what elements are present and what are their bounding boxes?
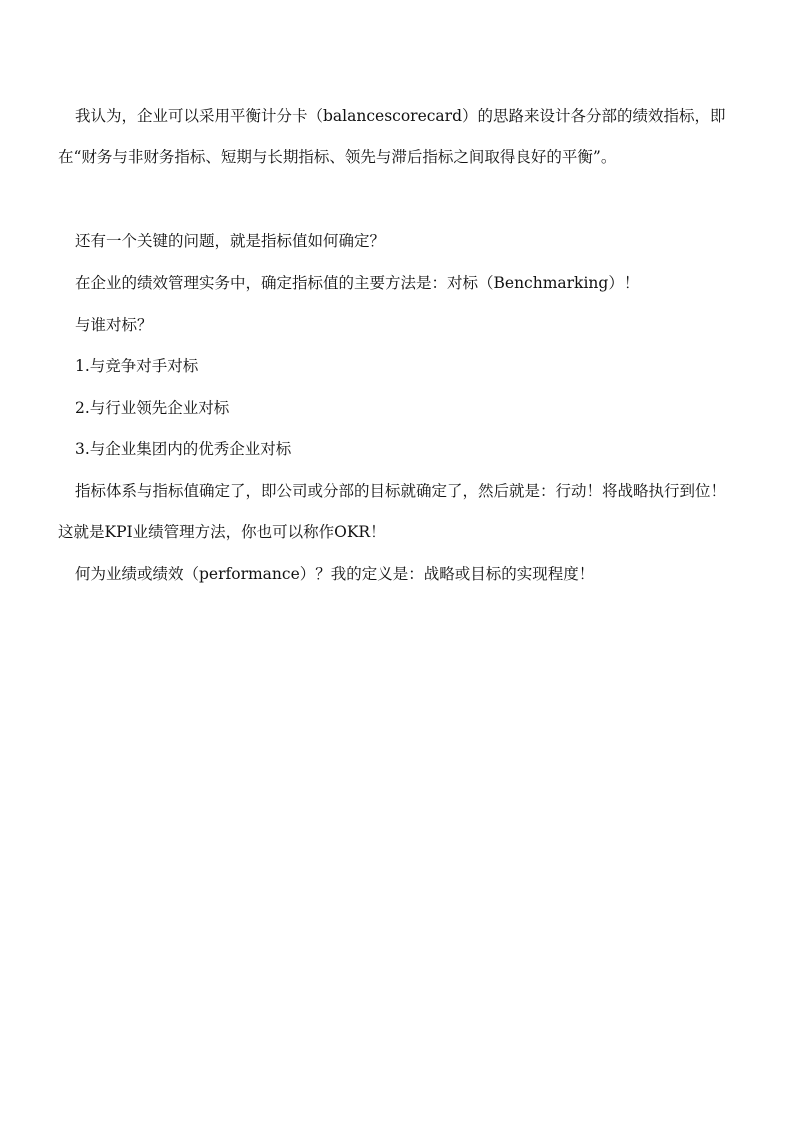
document-page: [58, 0, 736, 1123]
paragraph-benchmark-with-whom: 与谁对标？: [75, 316, 153, 334]
paragraph-key-question: 还有一个关键的问题，就是指标值如何确定？: [75, 232, 386, 250]
paragraph-benchmarking-method: 在企业的绩效管理实务中，确定指标值的主要方法是：对标（Benchmarking）！: [75, 274, 640, 292]
paragraph-kpi-okr: 指标体系与指标值确定了，即公司或分部的目标就确定了，然后就是：行动！将战略执行到位！这就是KPI业绩管理方法，你也可以称作OKR！: [58, 482, 727, 541]
list-item-industry-leaders: 2.与行业领先企业对标: [75, 399, 230, 417]
paragraph-balanced-scorecard: 我认为，企业可以采用平衡计分卡（balancescorecard）的思路来设计各分部的绩效指标，即在“财务与非财务指标、短期与长期指标、领先与滞后指标之间取得良好的平衡”。: [58, 107, 726, 166]
list-item-group-companies: 3.与企业集团内的优秀企业对标: [75, 440, 292, 458]
paragraph-performance-definition: 何为业绩或绩效（performance）？我的定义是：战略或目标的实现程度！: [75, 565, 595, 583]
list-item-competitors: 1.与竞争对手对标: [75, 357, 199, 375]
